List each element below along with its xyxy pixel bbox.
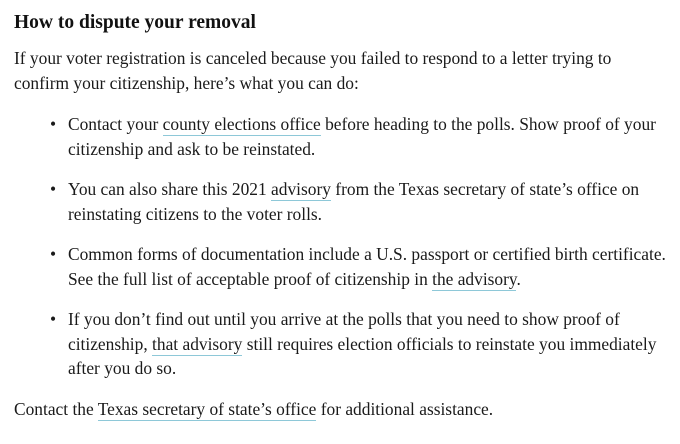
list-item — [50, 112, 666, 161]
list-item — [50, 242, 666, 291]
bullet-icon: • — [50, 179, 57, 199]
item-text: from the Texas secretary of state’s office on reinstating citizens to the voter rolls. — [68, 179, 640, 224]
outro-text: Contact the — [14, 398, 98, 419]
secretary-of-state-office-link[interactable]: Texas secretary of state’s office — [97, 398, 317, 419]
item-text: . — [516, 268, 521, 289]
list-item — [50, 177, 666, 226]
item-text: Common forms of documentation include a U.S. passport or certified birth certificate. See the full list of acceptable proof of citizenship in — [68, 244, 666, 289]
item-text: If you don’t find out until you arrive at the polls that you need to show proof of citizenship, — [68, 309, 620, 354]
county-elections-office-link[interactable]: county elections office — [162, 114, 321, 134]
outro-text: for additional assistance. — [316, 398, 494, 419]
item-text: still requires election officials to reinstate you immediately after you do so. — [68, 333, 657, 378]
intro-paragraph: If your voter registration is canceled because you failed to respond to a letter trying to confirm your citizenship, here’s what you can do: — [14, 48, 612, 93]
list-item — [50, 307, 666, 381]
section-heading: How to dispute your removal — [14, 12, 256, 33]
bullet-icon: • — [50, 244, 57, 264]
item-text: You can also share this 2021 — [68, 179, 272, 199]
outro-paragraph — [14, 397, 666, 422]
steps-list — [14, 112, 666, 381]
advisory-link[interactable]: advisory — [271, 179, 331, 199]
item-text: Contact your — [68, 114, 163, 134]
item-text: before heading to the polls. Show proof of your citizenship and ask to be reinstated. — [68, 114, 656, 159]
bullet-icon: • — [50, 309, 57, 329]
the-advisory-link[interactable]: the advisory — [432, 268, 517, 289]
bullet-icon: • — [50, 114, 57, 134]
that-advisory-link[interactable]: that advisory — [152, 333, 243, 354]
